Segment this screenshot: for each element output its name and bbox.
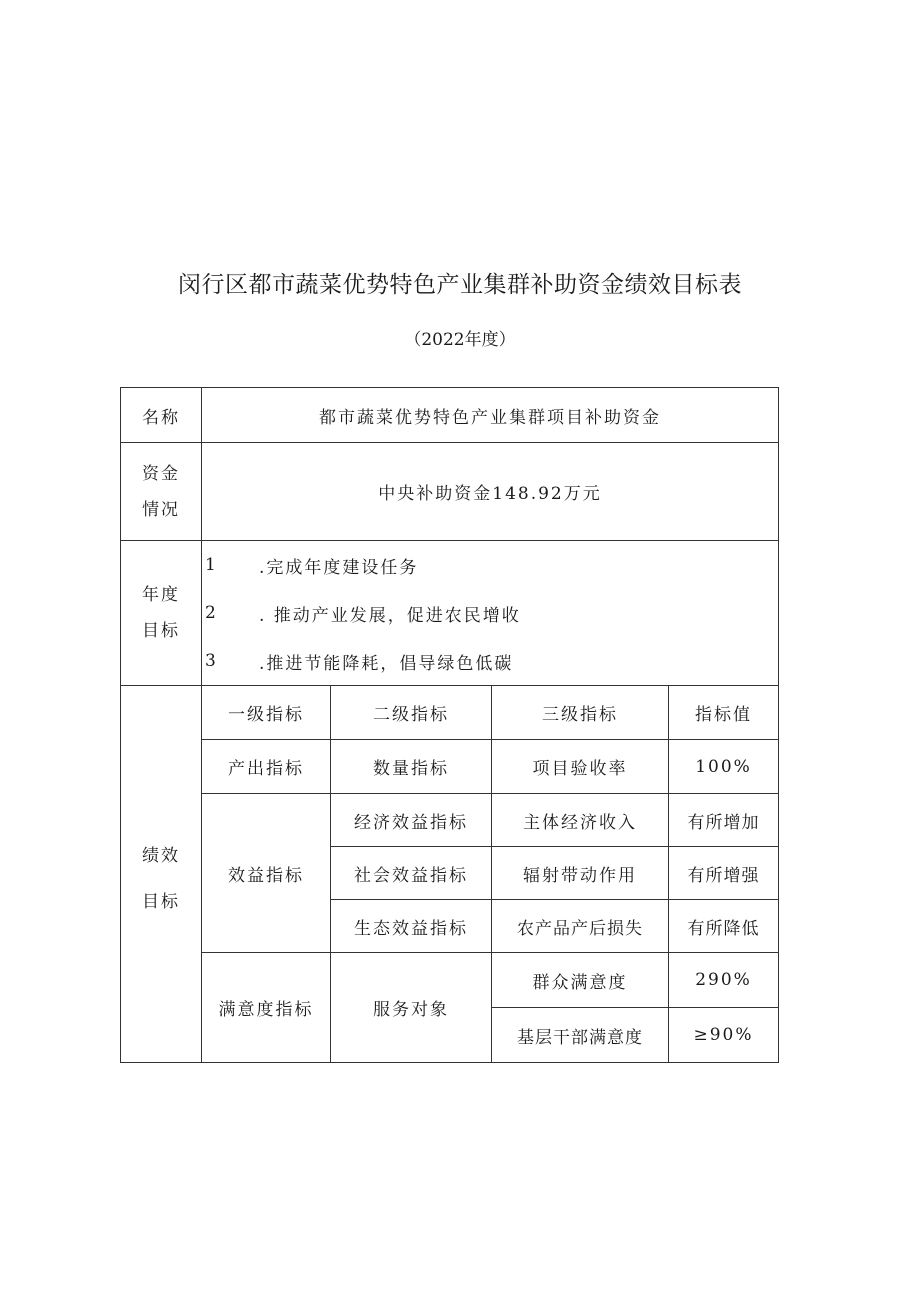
perf-header-row [121,686,779,740]
eco-level3: 农产品产后损失 [492,900,669,953]
goal-number: 3 [205,651,218,671]
name-label-cell [121,388,202,443]
page-subtitle: （2022年度） [404,330,516,350]
performance-target-table [120,387,779,1063]
eco-value: 有所降低 [669,900,779,953]
annual-goals-cell [202,541,779,686]
header-level3: 三级指标 [492,686,669,740]
econ-row [121,794,779,847]
fund-label-line-2: 情况 [142,499,180,520]
econ-level2: 经济效益指标 [331,794,492,847]
econ-value: 有所增加 [669,794,779,847]
econ-level3: 主体经济收入 [492,794,669,847]
benefit-level1: 效益指标 [202,794,331,953]
sat1-level3: 群众满意度 [492,953,669,1008]
annual-label-cell [121,541,202,686]
annual-goal-item [202,637,778,685]
output-level1: 产出指标 [202,740,331,794]
goal-number: 2 [205,603,218,623]
fund-value-cell [202,443,779,541]
page-title: 闵行区都市蔬菜优势特色产业集群补助资金绩效目标表 [178,272,742,298]
sat1-value: 290% [669,953,779,1008]
fund-row [121,443,779,541]
output-level2: 数量指标 [331,740,492,794]
annual-goal-row [121,541,779,686]
fund-value: 中央补助资金148.92万元 [378,484,602,504]
goal-text: . 推动产业发展，促进农民增收 [259,605,521,626]
name-value-cell [202,388,779,443]
perf-label-cell [121,686,202,1063]
sat2-value: ≥90% [669,1008,779,1063]
goal-text: .完成年度建设任务 [259,557,419,578]
header-level1: 一级指标 [202,686,331,740]
annual-goal-item [202,541,778,589]
name-label: 名称 [142,407,180,428]
name-row [121,388,779,443]
sat-level1: 满意度指标 [202,953,331,1063]
output-level3: 项目验收率 [492,740,669,794]
social-level2: 社会效益指标 [331,847,492,900]
perf-label-line-2: 目标 [142,892,180,912]
header-value: 指标值 [669,686,779,740]
annual-goal-item [202,589,778,637]
output-value: 100% [669,740,779,794]
eco-level2: 生态效益指标 [331,900,492,953]
sat-level2: 服务对象 [331,953,492,1063]
sat1-row [121,953,779,1008]
name-value: 都市蔬菜优势特色产业集群项目补助资金 [319,407,661,428]
social-level3: 辐射带动作用 [492,847,669,900]
header-level2: 二级指标 [331,686,492,740]
fund-label-line-1: 资金 [142,463,180,484]
goal-number: 1 [205,555,218,575]
goal-text: .推进节能降耗，倡导绿色低碳 [259,653,514,674]
output-row [121,740,779,794]
annual-label-line-1: 年度 [142,585,180,605]
sat2-level3: 基层干部满意度 [492,1008,669,1063]
perf-label-line-1: 绩效 [142,846,180,866]
fund-label-cell [121,443,202,541]
social-value: 有所增强 [669,847,779,900]
annual-label-line-2: 目标 [142,621,180,641]
